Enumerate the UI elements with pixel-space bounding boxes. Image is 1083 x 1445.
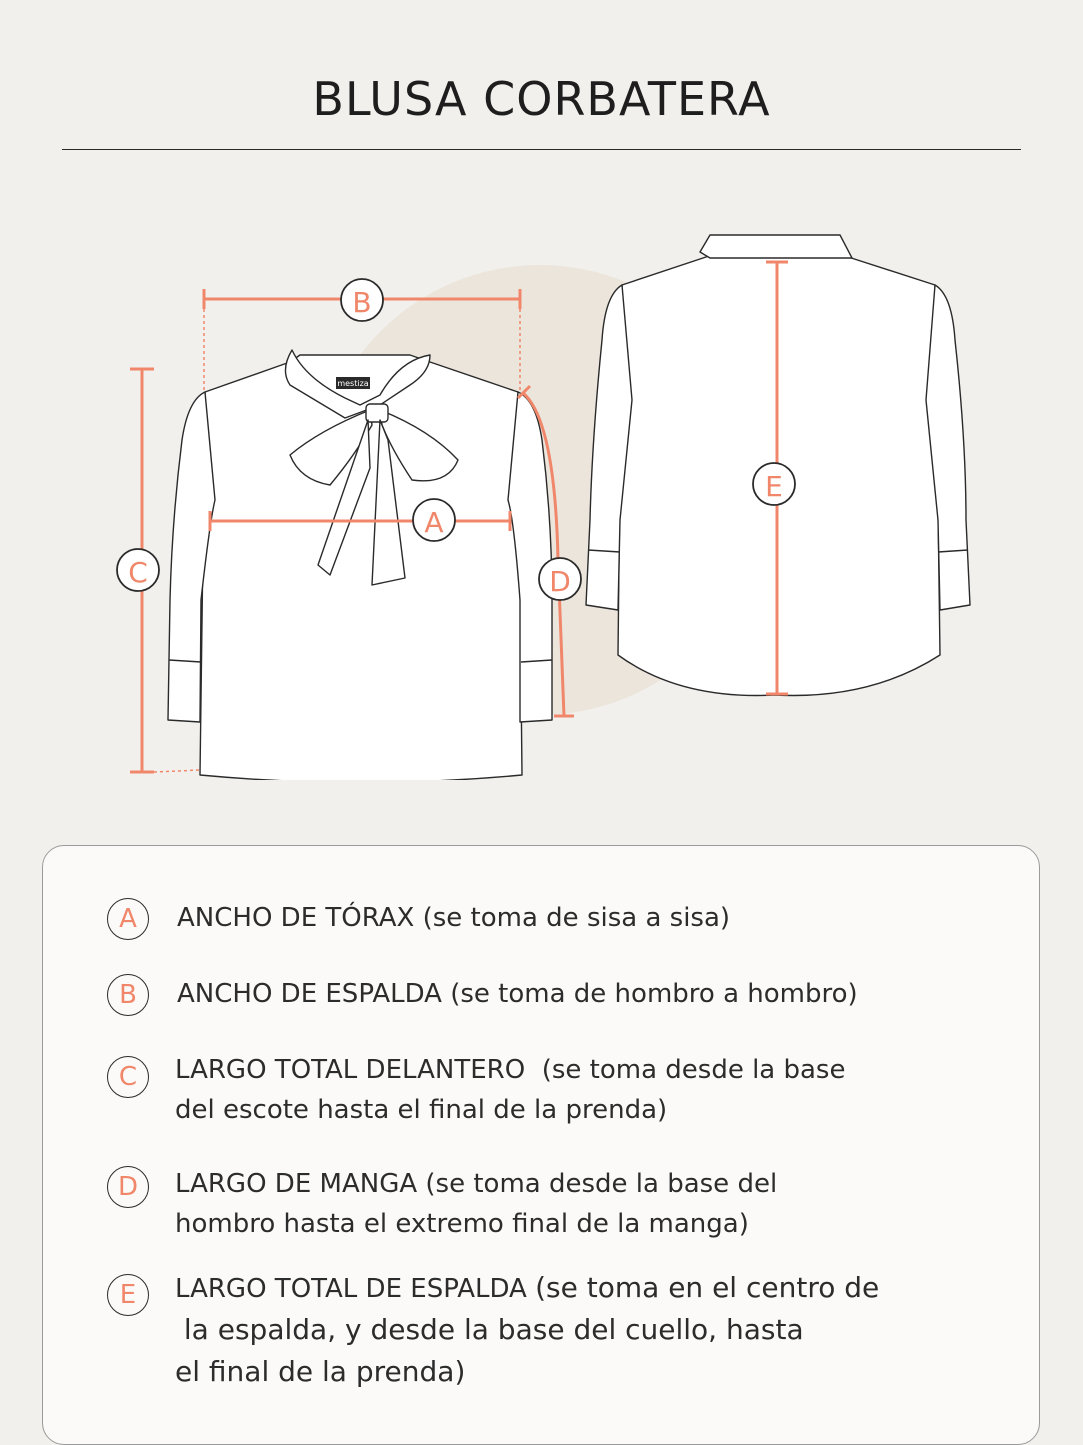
legend-text-c-line2: del escote hasta el final de la prenda): [175, 1095, 668, 1125]
legend-text-e-rest: (se toma en el centro de: [535, 1271, 880, 1304]
legend-text-a: ANCHO DE TÓRAX (se toma de sisa a sisa): [177, 903, 731, 933]
svg-text:E: E: [765, 470, 783, 503]
legend-text-e-line2: la espalda, y desde la base del cuello, hasta: [175, 1313, 804, 1346]
legend-badge-c: C: [107, 1056, 149, 1098]
svg-text:C: C: [128, 556, 148, 589]
svg-text:A: A: [424, 506, 444, 539]
legend-text-d-line1: LARGO DE MANGA (se toma desde la base del: [175, 1169, 778, 1199]
front-blouse: [168, 350, 552, 780]
legend-text-b: ANCHO DE ESPALDA (se toma de hombro a hombro): [177, 979, 858, 1009]
svg-text:B: B: [352, 286, 372, 319]
marker-e: [753, 463, 795, 505]
marker-d: [539, 558, 581, 600]
legend-badge-b: B: [107, 974, 149, 1016]
garment-illustration: [0, 160, 1083, 780]
legend-text-e-lead: LARGO TOTAL DE ESPALDA: [175, 1274, 536, 1304]
title-divider: [62, 149, 1021, 150]
legend-text-d-line2: hombro hasta el extremo final de la manga): [175, 1209, 749, 1239]
marker-c: [117, 549, 159, 591]
legend-badge-d: D: [107, 1166, 149, 1208]
legend-text-e-line1: [175, 1268, 879, 1309]
marker-a: [413, 499, 455, 541]
legend-text-e-line3: el final de la prenda): [175, 1355, 466, 1388]
marker-b: [341, 279, 383, 321]
page-title: BLUSA CORBATERA: [312, 72, 771, 126]
brand-label-text: mestiza: [337, 379, 369, 388]
legend-card: [42, 845, 1040, 1445]
legend-text-c-line1: LARGO TOTAL DELANTERO (se toma desde la base: [175, 1055, 846, 1085]
svg-text:D: D: [549, 565, 571, 598]
legend-badge-e: E: [107, 1274, 149, 1316]
legend-badge-a: A: [107, 898, 149, 940]
